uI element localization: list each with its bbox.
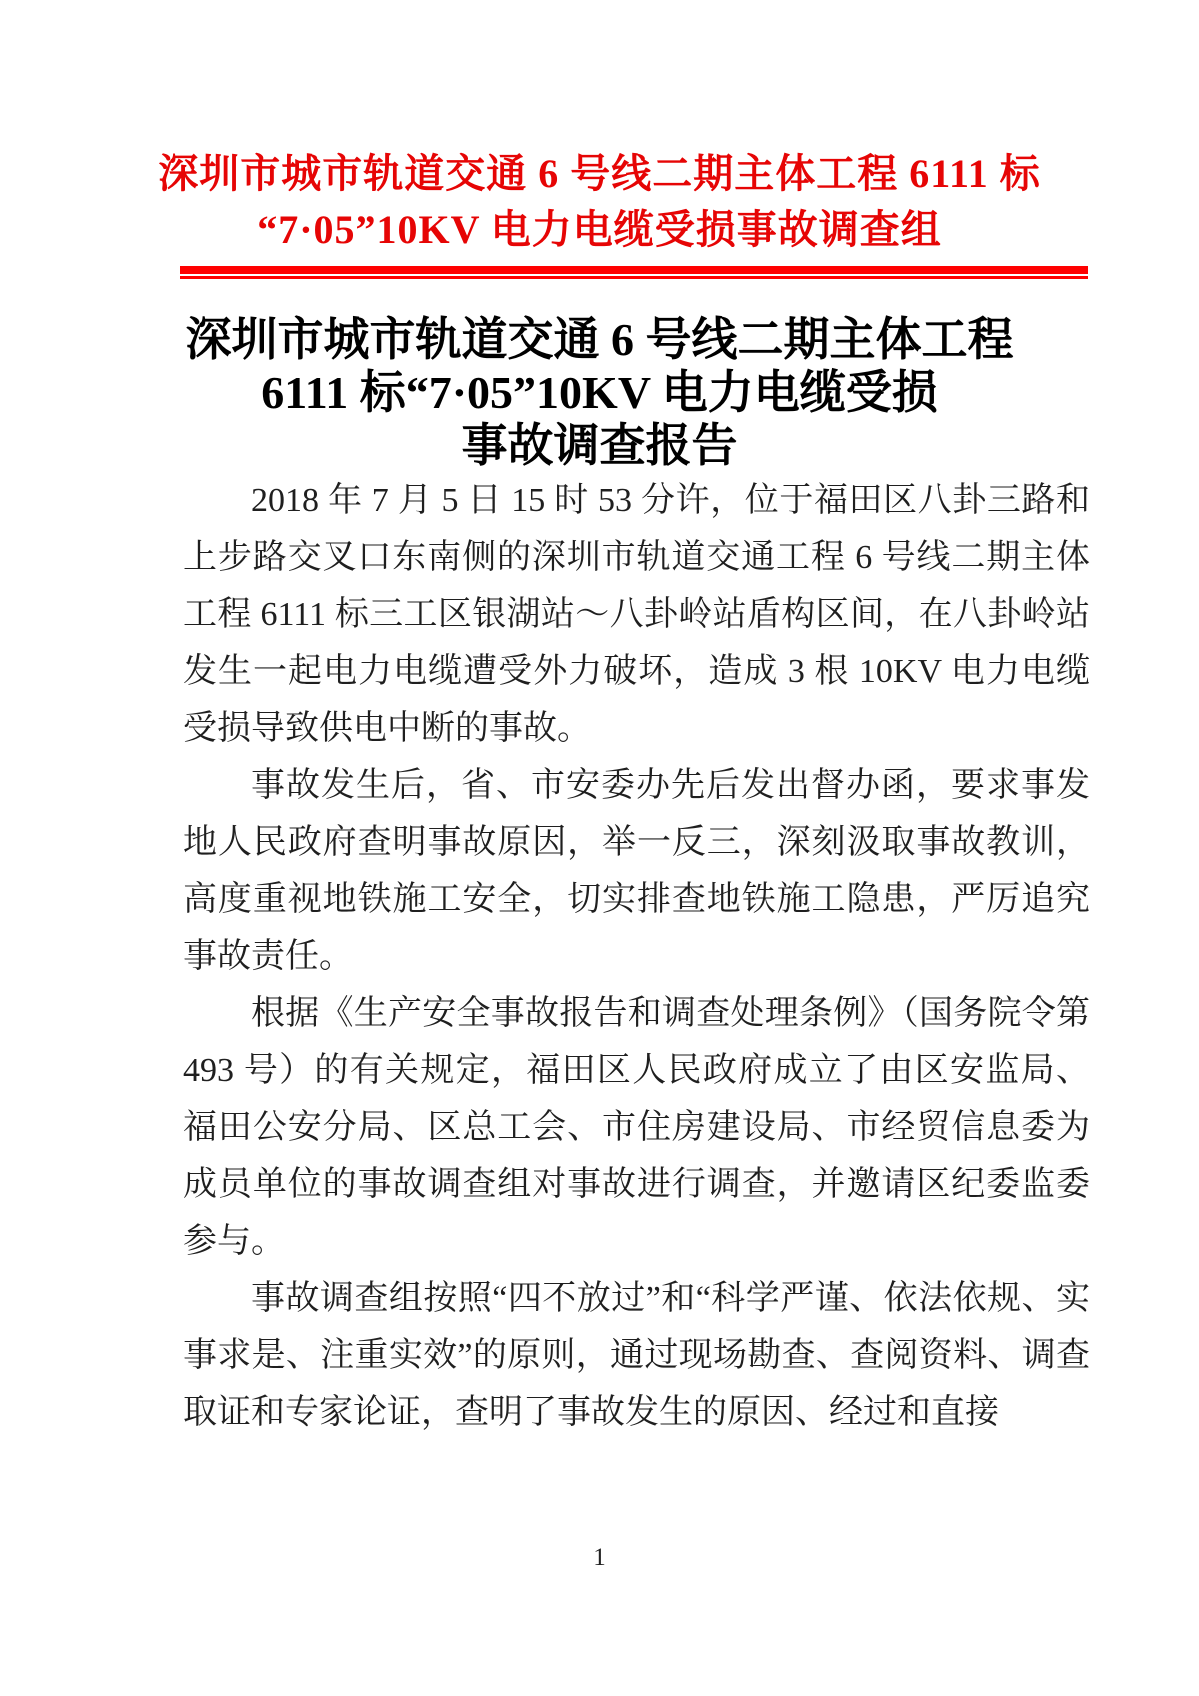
letterhead-line-2: “7·05”10KV 电力电缆受损事故调查组 <box>257 207 942 252</box>
document-letterhead <box>0 146 1199 258</box>
letterhead-line-1: 深圳市城市轨道交通 6 号线二期主体工程 6111 标 <box>158 151 1041 196</box>
body-paragraph-supervision-letters: 事故发生后，省、市安委办先后发出督办函，要求事发地人民政府查明事故原因，举一反三，深刻汲取事故教训，高度重视地铁施工安全，切实排查地铁施工隐患，严厉追究事故责任。 <box>183 767 1090 975</box>
report-title <box>0 313 1199 472</box>
rule-thin-line <box>180 276 1088 279</box>
double-red-rule <box>180 266 1088 279</box>
body-paragraph-investigation-team: 根据《生产安全事故报告和调查处理条例》（国务院令第 493 号）的有关规定，福田区人民政府成立了由区安监局、福田公安分局、区总工会、市住房建设局、市经贸信息委为成员单位的事故调查组对事故进行调查，并邀请区纪委监委参与。 <box>183 995 1090 1260</box>
report-body <box>183 472 1090 1441</box>
page-number: 1 <box>593 1544 606 1571</box>
title-line-1: 深圳市城市轨道交通 6 号线二期主体工程 <box>185 314 1014 365</box>
title-line-2: 6111 标“7·05”10KV 电力电缆受损 <box>261 367 938 418</box>
title-line-3: 事故调查报告 <box>461 420 738 471</box>
body-paragraph-investigation-principles: 事故调查组按照“四不放过”和“科学严谨、依法依规、实事求是、注重实效”的原则，通过现场勘查、查阅资料、调查取证和专家论证，查明了事故发生的原因、经过和直接 <box>183 1280 1090 1431</box>
rule-thick-line <box>180 266 1088 274</box>
body-paragraph-incident-overview: 2018 年 7 月 5 日 15 时 53 分许，位于福田区八卦三路和上步路交叉口东南侧的深圳市轨道交通工程 6 号线二期主体工程 6111 标三工区银湖站～八卦岭站盾构区间，在八卦岭站发生一起电力电缆遭受外力破坏，造成 3 根 10KV 电力电缆受损导致供电中断的事故。 <box>183 482 1090 747</box>
